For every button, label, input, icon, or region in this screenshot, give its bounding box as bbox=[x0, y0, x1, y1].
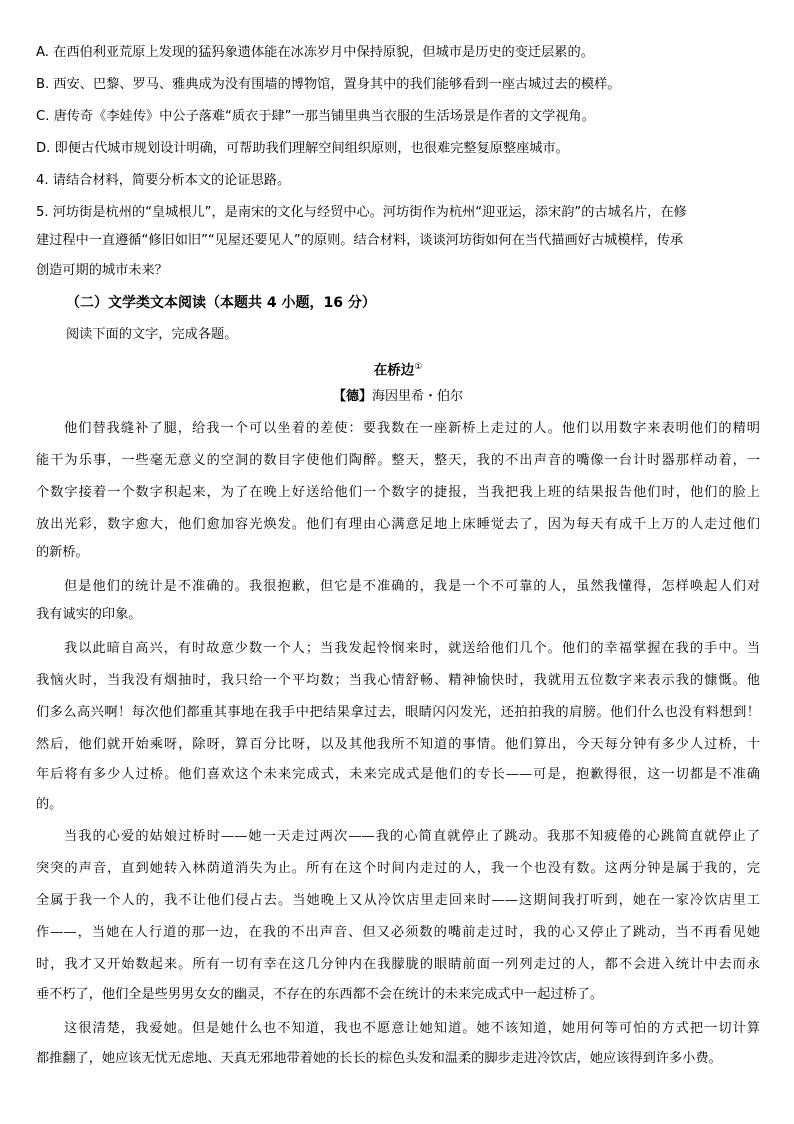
paragraph-line: 但是他们的统计是不准确的。我很抱歉，但它是不准确的，我是一个不可靠的人，虽然我懂得，怎样唤起人们对 bbox=[64, 579, 760, 594]
story-title-text: 在桥边 bbox=[373, 362, 415, 379]
paragraph-line: 年后将有多少人过桥。他们喜欢这个未来完成式，未来完成式是他们的专长——可是，抱歉得很，这一切都是不准确 bbox=[36, 767, 760, 782]
paragraph-line: 能干为乐事，一些毫无意义的空洞的数目字使他们陶醉。整天，整天，我的不出声音的嘴像一台计时器那样动着，一 bbox=[36, 453, 760, 468]
paragraph-line: 我有诚实的印象。 bbox=[36, 607, 142, 622]
author-name: 海因里希・伯尔 bbox=[372, 389, 464, 404]
author-nationality: 【德】 bbox=[332, 389, 372, 404]
section-heading: （二）文学类文本阅读（本题共 4 小题，16 分） bbox=[66, 295, 376, 311]
option-a: A. 在西伯利亚荒原上发现的猛犸象遗体能在冰冻岁月中保持原貌，但城市是历史的变迁层累的。 bbox=[36, 45, 594, 60]
question-5-line: 创造可期的城市未来？ bbox=[36, 263, 168, 278]
paragraph-line: 放出光彩，数字愈大，他们愈加容光焕发。他们有理由心满意足地上床睡觉去了，因为每天有成千上万的人走过他们 bbox=[36, 517, 760, 532]
question-5-line: 建过程中一直遵循“修旧如旧”“见屋还要见人”的原则。结合材料，谈谈河坊街如何在当代描画好古城模样，传承 bbox=[36, 233, 684, 248]
paragraph-line: 垂不朽了，他们全是些男男女女的幽灵，不存在的东西都不会在统计的未来完成式中一起过桥了。 bbox=[36, 987, 604, 1002]
instruction: 阅读下面的文字，完成各题。 bbox=[66, 327, 238, 342]
paragraph-line: 然后，他们就开始乘呀，除呀，算百分比呀，以及其他我所不知道的事情。他们算出，今天每分钟有多少人过桥，十 bbox=[36, 737, 760, 752]
option-d: D. 即便古代城市规划设计明确，可帮助我们理解空间组织原则，也很难完整复原整座城市。 bbox=[36, 141, 569, 156]
story-title bbox=[36, 358, 760, 380]
paragraph-line: 的。 bbox=[36, 797, 63, 812]
paragraph-line: 都推翻了，她应该无忧无虑地、天真无邪地带着她的长长的棕色头发和温柔的脚步走进冷饮店，她应该得到许多小费。 bbox=[36, 1051, 722, 1066]
paragraph-line: 时，我才又开始数起来。所有一切有幸在这几分钟内在我朦胧的眼睛前面一列列走过的人，都不会进入统计中去而永 bbox=[36, 957, 760, 972]
paragraph-line: 全属于我一个人的，我不让他们侵占去。当她晚上又从冷饮店里走回来时——这期间我打听到，她在一家冷饮店里工 bbox=[36, 893, 760, 908]
paragraph-line: 的新桥。 bbox=[36, 545, 89, 560]
paragraph-line: 这很清楚，我爱她。但是她什么也不知道，我也不愿意让她知道。她不该知道，她用何等可怕的方式把一切计算 bbox=[64, 1021, 760, 1036]
option-c: C. 唐传奇《李娃传》中公子落难“质衣于肆”一那当铺里典当衣服的生活场景是作者的文学视角。 bbox=[36, 109, 595, 124]
paragraph-line: 当我的心爱的姑娘过桥时——她一天走过两次——我的心简直就停止了跳动。我那不知疲倦的心跳简直就停止了 bbox=[64, 829, 760, 844]
footnote-marker: ① bbox=[414, 362, 423, 372]
question-4: 4. 请结合材料，简要分析本文的论证思路。 bbox=[36, 173, 291, 188]
paragraph-line: 个数字接着一个数字积起来，为了在晚上好送给他们一个数字的捷报，当我把我上班的结果报告他们时，他们的脸上 bbox=[36, 485, 760, 500]
paragraph-line: 我以此暗自高兴，有时故意少数一个人；当我发起怜悯来时，就送给他们几个。他们的幸福掌握在我的手中。当 bbox=[64, 641, 760, 656]
paragraph-line: 他们替我缝补了腿，给我一个可以坐着的差使：要我数在一座新桥上走过的人。他们以用数字来表明他们的精明 bbox=[64, 421, 760, 436]
paragraph-line: 突突的声音，直到她转入林荫道消失为止。所有在这个时间内走过的人，我一个也没有数。这两分钟是属于我的，完 bbox=[36, 861, 760, 876]
paragraph-line: 作——，当她在人行道的那一边，在我的不出声音、但又必须数的嘴前走过时，我的心又停止了跳动，当不再看见她 bbox=[36, 925, 760, 940]
story-author bbox=[36, 388, 760, 406]
paragraph-line: 们多么高兴啊！每次他们都重其事地在我手中把结果拿过去，眼睛闪闪发光，还拍拍我的肩膀。他们什么也没有料想到！ bbox=[36, 705, 760, 720]
option-b: B. 西安、巴黎、罗马、雅典成为没有围墙的博物馆，置身其中的我们能够看到一座古城过去的模样。 bbox=[36, 77, 621, 92]
paragraph-line: 我恼火时，当我没有烟抽时，我只给一个平均数；当我心情舒畅、精神愉快时，我就用五位数字来表示我的慷慨。他 bbox=[36, 673, 760, 688]
question-5-line: 5. 河坊街是杭州的“皇城根儿”，是南宋的文化与经贸中心。河坊街作为杭州“迎亚运，添宋韵”的古城名片，在修 bbox=[36, 205, 687, 220]
